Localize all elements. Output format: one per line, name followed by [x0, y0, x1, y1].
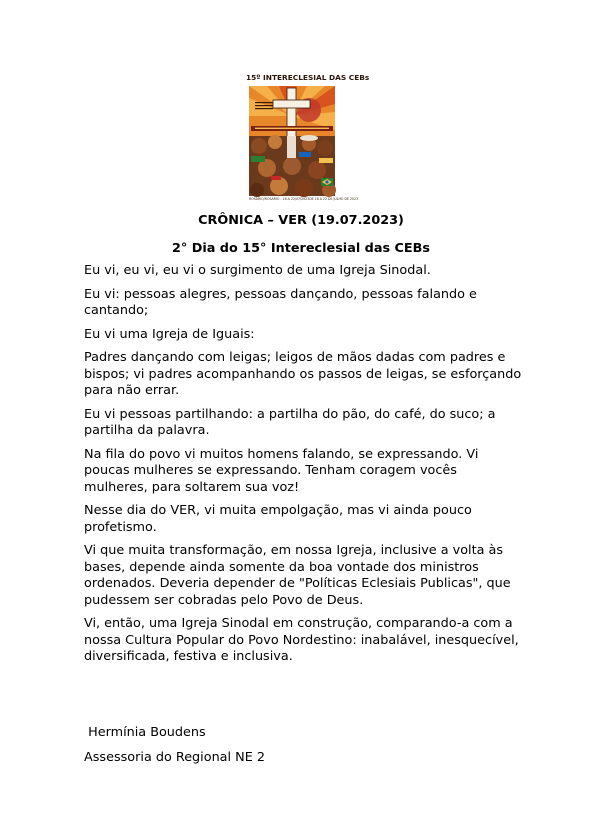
chronicle-body — [84, 263, 524, 673]
poster-footer-right: DE 18 A 22 DE JULHO DE 2023 — [309, 197, 359, 201]
poster-footer — [249, 196, 359, 202]
event-poster — [246, 72, 370, 202]
paragraph: Vi, então, uma Igreja Sinodal em construção, comparando-a com a nossa Cultura Popular do Povo Nordestino: inabalável, inesquecível, diversificada, festiva e inclusiva. — [84, 616, 519, 664]
paragraph: Eu vi: pessoas alegres, pessoas dançando, pessoas falando e cantando; — [84, 286, 477, 318]
paragraph: Nesse dia do VER, vi muita empolgação, mas vi ainda pouco profetismo. — [84, 503, 472, 535]
author-name: Hermínia Boudens — [84, 725, 206, 740]
paragraph: Eu vi, eu vi, eu vi o surgimento de uma Igreja Sinodal. — [84, 263, 431, 278]
document-subtitle: 2° Dia do 15° Intereclesial das CEBs — [171, 241, 431, 256]
poster-title: 15º INTERECLESIAL DAS CEBs — [246, 73, 370, 82]
paragraph: Eu vi uma Igreja de Iguais: — [84, 326, 255, 342]
poster-artwork — [249, 86, 335, 196]
paragraph: Na fila do povo vi muitos homens falando, se expressando. Vi poucas mulheres se expressando. Tenham coragem vocês mulheres, para soltarem sua voz! — [84, 446, 479, 495]
poster-footer-left: ROSÁRIO/ROSARIO - 18 A 22/07/2023 — [249, 197, 310, 201]
document-title: CRÔNICA – VER (19.07.2023) — [198, 213, 404, 228]
paragraph: Vi que muita transformação, em nossa Igreja, inclusive a volta às bases, depende ainda somente da boa vontade dos ministros ordenados. Deveria depender de "Políticas Eclesiais Publicas", que pudessem ser cobradas pelo Povo de Deus. — [84, 543, 511, 608]
paragraph: Padres dançando com leigas; leigos de mãos dadas com padres e bispos; vi padres acompanhando os passos de leigas, se esforçando para não errar. — [84, 350, 522, 398]
paragraph: Eu vi pessoas partilhando: a partilha do pão, do café, do suco; a partilha da palavra. — [84, 406, 496, 438]
author-role: Assessoria do Regional NE 2 — [84, 750, 266, 765]
